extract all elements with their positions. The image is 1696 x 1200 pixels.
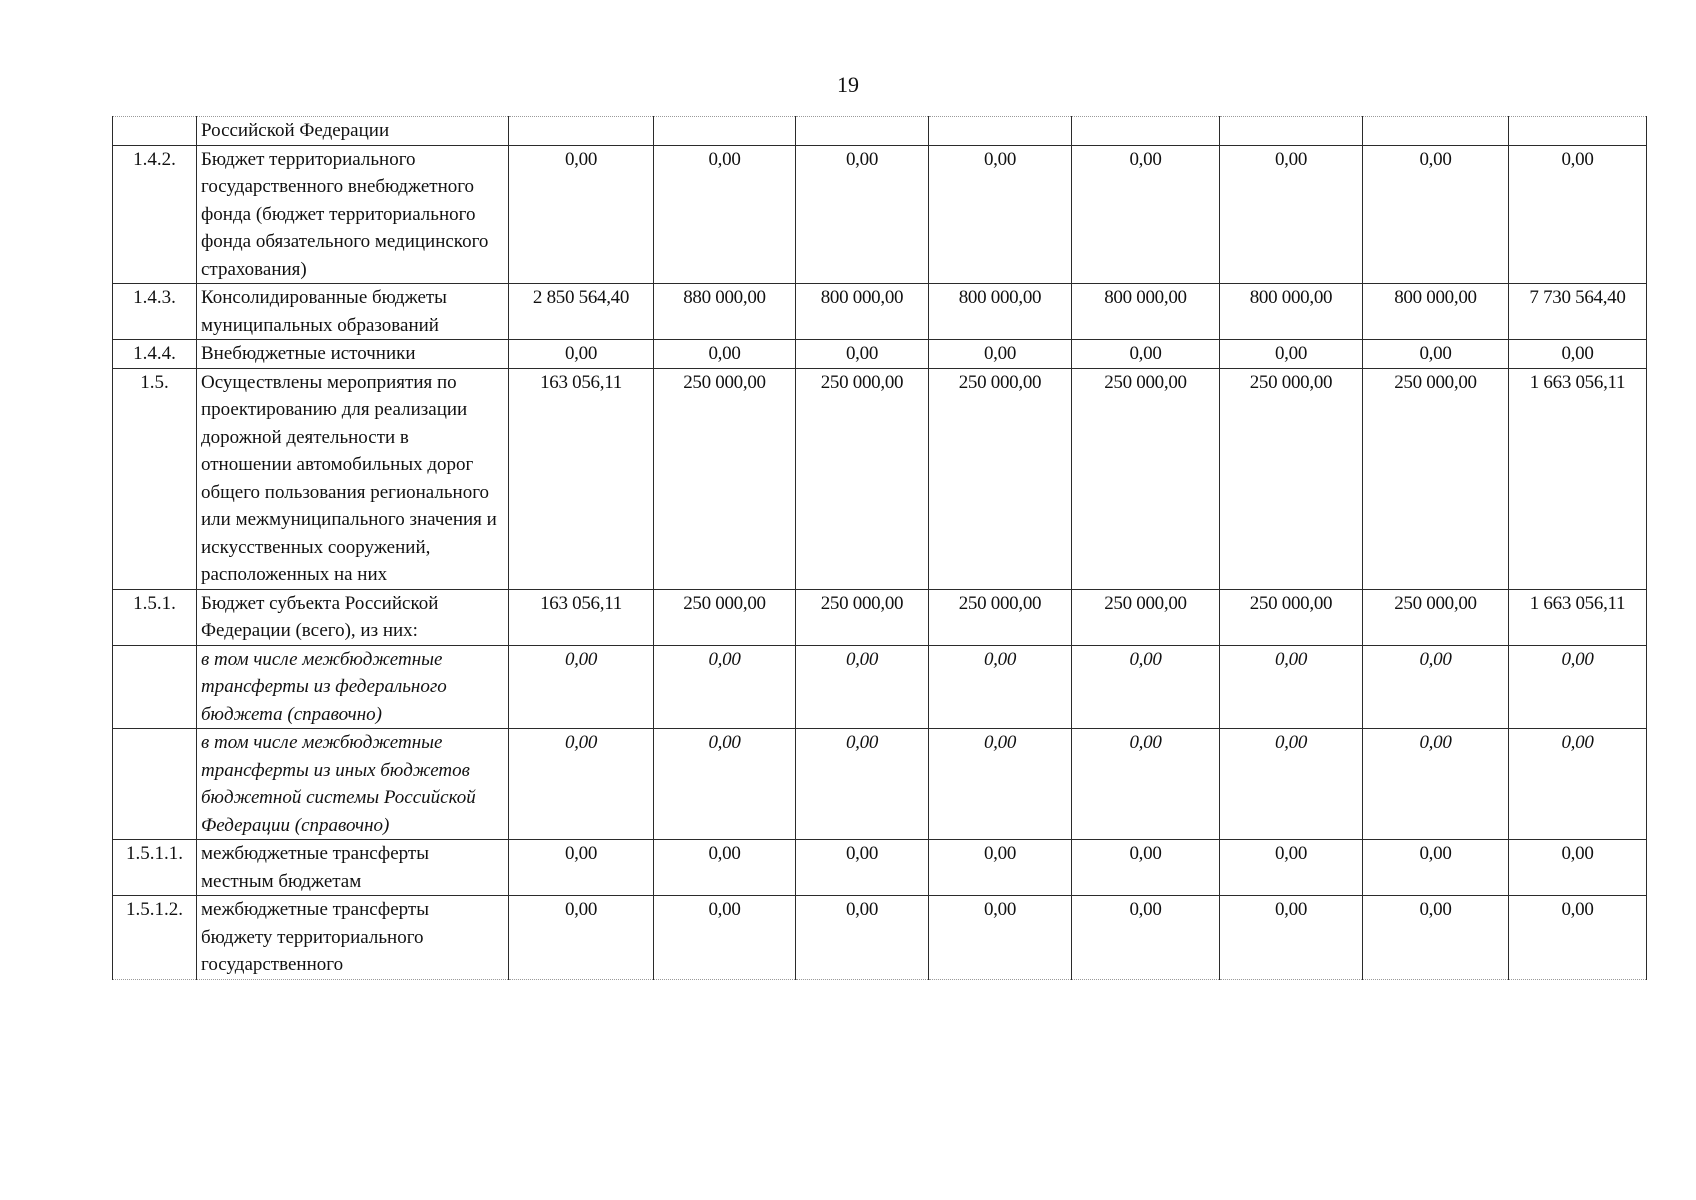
value-cell: [1220, 117, 1363, 146]
value-cell: [1072, 117, 1220, 146]
value-cell: [654, 117, 796, 146]
value-cell: 800 000,00: [1363, 284, 1509, 340]
value-cell: 0,00: [1509, 840, 1647, 896]
value-cell: 0,00: [1363, 145, 1509, 284]
value-cell: [796, 117, 929, 146]
row-code: [113, 645, 197, 729]
table-row: [113, 117, 1647, 146]
value-cell: 0,00: [654, 645, 796, 729]
value-cell: 0,00: [509, 840, 654, 896]
value-cell: 0,00: [796, 645, 929, 729]
row-label: Осуществлены мероприятия по проектированию для реализации дорожной деятельности в отношении автомобильных дорог общего пользования регионального или межмуниципального значения и искусственных сооружений, расположенных на них: [197, 368, 509, 589]
value-cell: 0,00: [929, 896, 1072, 980]
value-cell: [929, 117, 1072, 146]
row-label: межбюджетные трансферты местным бюджетам: [197, 840, 509, 896]
value-cell: 250 000,00: [929, 589, 1072, 645]
row-code: 1.5.1.1.: [113, 840, 197, 896]
value-cell: 0,00: [796, 340, 929, 369]
value-cell: 250 000,00: [1072, 368, 1220, 589]
value-cell: 250 000,00: [1220, 368, 1363, 589]
value-cell: 0,00: [1220, 340, 1363, 369]
value-cell: 250 000,00: [1363, 368, 1509, 589]
value-cell: 0,00: [509, 340, 654, 369]
value-cell: 0,00: [929, 729, 1072, 840]
value-cell: 800 000,00: [1220, 284, 1363, 340]
value-cell: 0,00: [796, 729, 929, 840]
value-cell: 250 000,00: [654, 368, 796, 589]
value-cell: 250 000,00: [1220, 589, 1363, 645]
row-code: [113, 729, 197, 840]
value-cell: 0,00: [1363, 896, 1509, 980]
value-cell: 2 850 564,40: [509, 284, 654, 340]
table-row: [113, 840, 1647, 896]
table-row: [113, 368, 1647, 589]
value-cell: 0,00: [1072, 645, 1220, 729]
value-cell: 0,00: [1220, 896, 1363, 980]
value-cell: 250 000,00: [654, 589, 796, 645]
value-cell: 0,00: [796, 896, 929, 980]
value-cell: 0,00: [1220, 145, 1363, 284]
value-cell: 1 663 056,11: [1509, 368, 1647, 589]
value-cell: 0,00: [929, 840, 1072, 896]
value-cell: 0,00: [1072, 145, 1220, 284]
row-code: 1.4.3.: [113, 284, 197, 340]
table-row: [113, 284, 1647, 340]
value-cell: 250 000,00: [929, 368, 1072, 589]
table-row: [113, 589, 1647, 645]
value-cell: 0,00: [1072, 840, 1220, 896]
row-label: Бюджет субъекта Российской Федерации (всего), из них:: [197, 589, 509, 645]
table-body: [113, 117, 1647, 980]
value-cell: 250 000,00: [1072, 589, 1220, 645]
value-cell: 0,00: [654, 840, 796, 896]
value-cell: 0,00: [1509, 896, 1647, 980]
value-cell: 0,00: [509, 645, 654, 729]
value-cell: 0,00: [509, 896, 654, 980]
value-cell: 0,00: [929, 340, 1072, 369]
value-cell: 1 663 056,11: [1509, 589, 1647, 645]
table-row: [113, 729, 1647, 840]
value-cell: 163 056,11: [509, 589, 654, 645]
row-code: [113, 117, 197, 146]
row-code: 1.4.4.: [113, 340, 197, 369]
value-cell: 0,00: [1220, 645, 1363, 729]
value-cell: 0,00: [1509, 340, 1647, 369]
value-cell: 163 056,11: [509, 368, 654, 589]
table-row: [113, 145, 1647, 284]
row-code: 1.5.: [113, 368, 197, 589]
value-cell: 250 000,00: [796, 589, 929, 645]
value-cell: 0,00: [654, 896, 796, 980]
row-label: Консолидированные бюджеты муниципальных образований: [197, 284, 509, 340]
value-cell: 250 000,00: [796, 368, 929, 589]
row-code: 1.4.2.: [113, 145, 197, 284]
value-cell: 0,00: [929, 645, 1072, 729]
row-label: межбюджетные трансферты бюджету территориального государственного: [197, 896, 509, 980]
value-cell: 0,00: [1072, 729, 1220, 840]
row-label: Российской Федерации: [197, 117, 509, 146]
table-row: [113, 340, 1647, 369]
value-cell: 0,00: [1509, 729, 1647, 840]
value-cell: 0,00: [929, 145, 1072, 284]
page-number: 19: [837, 72, 859, 97]
value-cell: 7 730 564,40: [1509, 284, 1647, 340]
value-cell: 0,00: [654, 145, 796, 284]
value-cell: 0,00: [509, 729, 654, 840]
value-cell: 0,00: [1072, 896, 1220, 980]
value-cell: 0,00: [654, 729, 796, 840]
value-cell: 0,00: [1509, 145, 1647, 284]
row-label: Внебюджетные источники: [197, 340, 509, 369]
row-code: 1.5.1.: [113, 589, 197, 645]
table-row: [113, 645, 1647, 729]
value-cell: [509, 117, 654, 146]
value-cell: 0,00: [1363, 645, 1509, 729]
row-code: 1.5.1.2.: [113, 896, 197, 980]
value-cell: 0,00: [1072, 340, 1220, 369]
value-cell: 0,00: [1363, 840, 1509, 896]
value-cell: 800 000,00: [929, 284, 1072, 340]
value-cell: 880 000,00: [654, 284, 796, 340]
value-cell: 0,00: [654, 340, 796, 369]
row-label: в том числе межбюджетные трансферты из федерального бюджета (справочно): [197, 645, 509, 729]
value-cell: 0,00: [796, 145, 929, 284]
value-cell: 0,00: [1220, 840, 1363, 896]
row-label: в том числе межбюджетные трансферты из иных бюджетов бюджетной системы Российской Федерации (справочно): [197, 729, 509, 840]
value-cell: 0,00: [1363, 729, 1509, 840]
value-cell: 0,00: [1363, 340, 1509, 369]
value-cell: [1363, 117, 1509, 146]
value-cell: [1509, 117, 1647, 146]
value-cell: 0,00: [796, 840, 929, 896]
value-cell: 0,00: [1220, 729, 1363, 840]
row-label: Бюджет территориального государственного внебюджетного фонда (бюджет территориального фонда обязательного медицинского страхования): [197, 145, 509, 284]
value-cell: 250 000,00: [1363, 589, 1509, 645]
budget-table: [112, 116, 1647, 980]
value-cell: 0,00: [509, 145, 654, 284]
table-row: [113, 896, 1647, 980]
value-cell: 800 000,00: [796, 284, 929, 340]
value-cell: 0,00: [1509, 645, 1647, 729]
value-cell: 800 000,00: [1072, 284, 1220, 340]
